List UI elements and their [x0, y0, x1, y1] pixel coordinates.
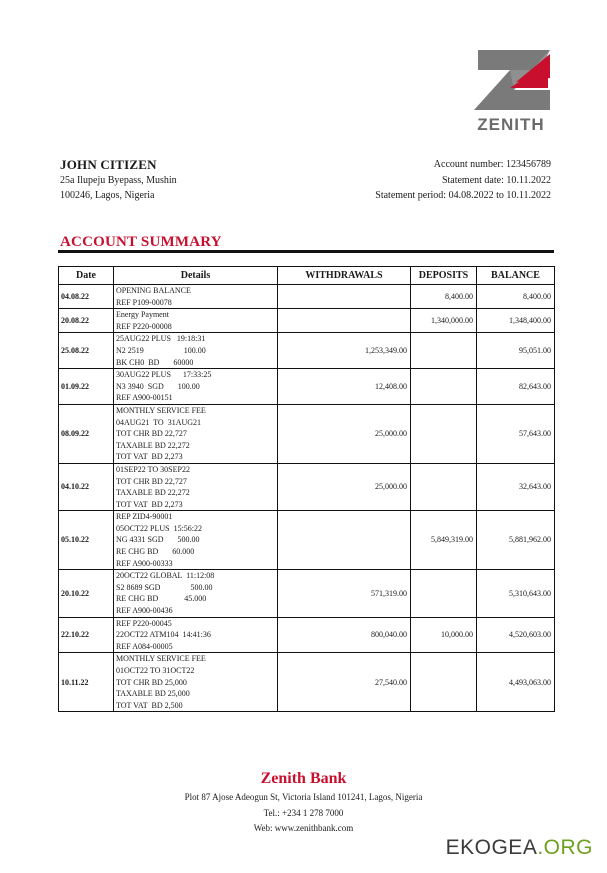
table-row [59, 511, 555, 570]
row-details: MONTHLY SERVICE FEE 01OCT22 TO 31OCT22 TOT CHR BD 25,000 TAXABLE BD 25,000 TOT VAT BD 2,500 [114, 653, 278, 712]
row-date: 04.10.22 [59, 463, 114, 510]
watermark [446, 836, 593, 860]
row-details: 30AUG22 PLUS 17:33:25 N3 3940 SGD 100.00 REF A900-00151 [114, 369, 278, 405]
row-deposit: 10,000.00 [411, 617, 477, 653]
row-date: 05.10.22 [59, 511, 114, 570]
row-balance: 5,310,643.00 [477, 570, 555, 617]
row-deposit: 5,849,319.00 [411, 511, 477, 570]
row-deposit: 8,400.00 [411, 285, 477, 309]
table-row [59, 404, 555, 463]
table-row [59, 285, 555, 309]
row-deposit [411, 369, 477, 405]
row-details: 01SEP22 TO 30SEP22 TOT CHR BD 22,727 TAXABLE BD 22,272 TOT VAT BD 2,273 [114, 463, 278, 510]
header-date: Date [59, 267, 114, 285]
logo-wordmark: ZENITH [477, 115, 545, 134]
row-details: REP ZID4-90001 05OCT22 PLUS 15:56:22 NG 4331 SGD 500.00 RE CHG BD 60.000 REF A900-00333 [114, 511, 278, 570]
table-row [59, 463, 555, 510]
row-balance: 5,881,962.00 [477, 511, 555, 570]
row-date: 08.09.22 [59, 404, 114, 463]
row-deposit [411, 404, 477, 463]
transactions-table [58, 266, 555, 712]
row-withdrawal [278, 285, 411, 309]
customer-address-line1: 25a Ilupeju Byepass, Mushin [60, 175, 177, 186]
row-deposit [411, 463, 477, 510]
row-details: OPENING BALANCE REF P109-00078 [114, 285, 278, 309]
footer-address: Plot 87 Ajose Adeogun St, Victoria Island 101241, Lagos, Nigeria [184, 792, 423, 802]
row-details: Energy Payment REF P220-00008 [114, 309, 278, 333]
row-balance: 4,520,603.00 [477, 617, 555, 653]
row-withdrawal [278, 309, 411, 333]
statement-period: Statement period: 04.08.2022 to 10.11.2022 [375, 190, 551, 201]
row-balance: 8,400.00 [477, 285, 555, 309]
footer-telephone: Tel.: +234 1 278 7000 [263, 808, 344, 818]
row-withdrawal: 27,540.00 [278, 653, 411, 712]
row-withdrawal: 25,000.00 [278, 404, 411, 463]
table-row [59, 653, 555, 712]
row-balance: 1,348,400.00 [477, 309, 555, 333]
table-row [59, 570, 555, 617]
row-deposit [411, 333, 477, 369]
account-summary-title: ACCOUNT SUMMARY [60, 234, 222, 250]
row-date: 20.08.22 [59, 309, 114, 333]
account-number: Account number: 123456789 [433, 159, 551, 170]
header-details: Details [114, 267, 278, 285]
row-balance: 95,051.00 [477, 333, 555, 369]
header-deposits: DEPOSITS [411, 267, 477, 285]
zenith-z-mark-icon [470, 48, 552, 112]
row-details: MONTHLY SERVICE FEE 04AUG21 TO 31AUG21 TOT CHR BD 22,727 TAXABLE BD 22,272 TOT VAT BD 2,273 [114, 404, 278, 463]
statement-date: Statement date: 10.11.2022 [441, 175, 551, 186]
watermark-tld: .ORG [537, 836, 593, 859]
row-details: 25AUG22 PLUS 19:18:31 N2 2519 100.00 BK CH0 BD 60000 [114, 333, 278, 369]
row-balance: 32,643.00 [477, 463, 555, 510]
customer-address-line2: 100246, Lagos, Nigeria [60, 190, 155, 201]
row-date: 22.10.22 [59, 617, 114, 653]
row-deposit [411, 653, 477, 712]
table-row [59, 369, 555, 405]
row-withdrawal: 25,000.00 [278, 463, 411, 510]
row-deposit [411, 570, 477, 617]
row-date: 25.08.22 [59, 333, 114, 369]
row-date: 20.10.22 [59, 570, 114, 617]
customer-name: JOHN CITIZEN [60, 157, 157, 172]
header-withdrawals: WITHDRAWALS [278, 267, 411, 285]
table-row [59, 333, 555, 369]
table-header-row [59, 267, 555, 285]
row-balance: 4,493,063.00 [477, 653, 555, 712]
row-date: 10.11.22 [59, 653, 114, 712]
row-withdrawal [278, 511, 411, 570]
row-deposit: 1,340,000.00 [411, 309, 477, 333]
row-details: REF P220-00045 22OCT22 ATM104 14:41:36 REF A084-00005 [114, 617, 278, 653]
row-balance: 57,643.00 [477, 404, 555, 463]
row-date: 04.08.22 [59, 285, 114, 309]
footer-website: Web: www.zenithbank.com [253, 823, 354, 833]
summary-divider [58, 250, 554, 253]
footer-bank-name: Zenith Bank [260, 770, 347, 787]
row-date: 01.09.22 [59, 369, 114, 405]
table-row [59, 309, 555, 333]
watermark-name: EKOGEA [445, 836, 538, 859]
row-withdrawal: 800,040.00 [278, 617, 411, 653]
row-withdrawal: 1,253,349.00 [278, 333, 411, 369]
row-details: 20OCT22 GLOBAL 11:12:08 S2 8689 SGD 500.00 RE CHG BD 45.000 REF A900-00436 [114, 570, 278, 617]
row-withdrawal: 12,408.00 [278, 369, 411, 405]
table-row [59, 617, 555, 653]
row-balance: 82,643.00 [477, 369, 555, 405]
header-balance: BALANCE [477, 267, 555, 285]
row-withdrawal: 571,319.00 [278, 570, 411, 617]
zenith-logo [470, 48, 552, 136]
